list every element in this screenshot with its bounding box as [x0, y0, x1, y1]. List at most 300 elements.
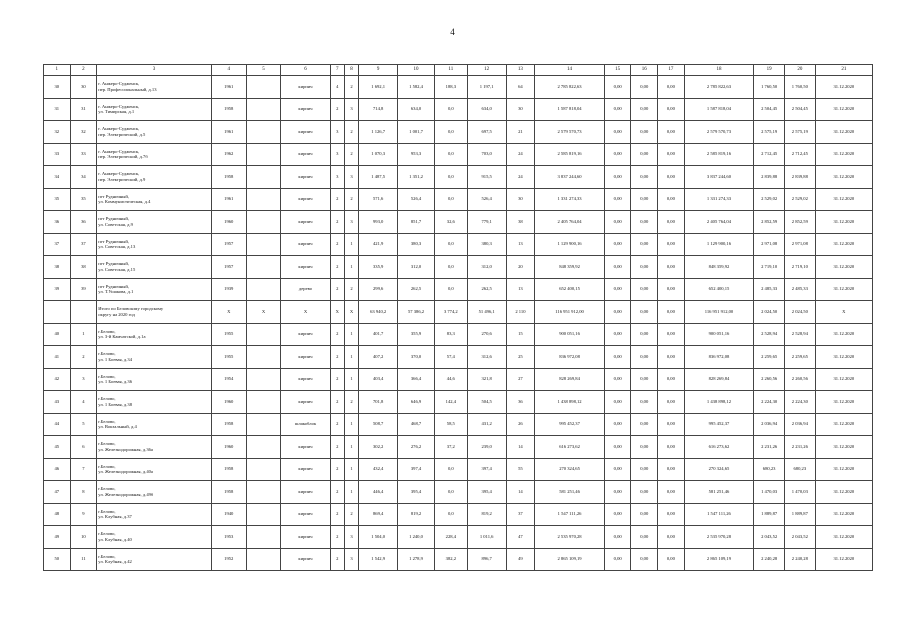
table-cell: 2: [330, 481, 344, 504]
table-cell: 0,00: [631, 413, 658, 436]
table-cell: 1: [344, 413, 358, 436]
table-cell: 270,6: [467, 323, 506, 346]
table-row: [44, 503, 873, 526]
table-cell: 0,00: [658, 76, 685, 99]
table-cell: кирпич: [281, 526, 330, 549]
table-cell: 1 470,03: [784, 481, 815, 504]
table-cell: 5: [246, 65, 281, 76]
table-cell: 4: [70, 391, 97, 414]
table-cell: 2 485,33: [754, 278, 785, 301]
table-cell: 2: [344, 391, 358, 414]
table-cell: 421,9: [359, 233, 398, 256]
housing-table: [43, 64, 873, 571]
table-cell: 1 760,50: [754, 76, 785, 99]
table-cell: 366,4: [398, 368, 435, 391]
table-cell: 1961: [211, 76, 246, 99]
table-row: [44, 166, 873, 189]
table-cell: [246, 458, 281, 481]
table-cell: 2: [330, 256, 344, 279]
table-cell: 36: [44, 211, 71, 234]
table-cell: 31.12.2020: [815, 346, 872, 369]
table-cell: 836 972,08: [684, 346, 754, 369]
table-cell: 0,00: [604, 436, 631, 459]
table-cell: 714,8: [359, 98, 398, 121]
table-cell: 2 528,94: [754, 323, 785, 346]
table-cell: кирпич: [281, 548, 330, 571]
table-cell: 819,2: [398, 503, 435, 526]
table-cell: 355,9: [398, 323, 435, 346]
table-cell: 995 452,37: [535, 413, 605, 436]
table-cell: 83,3: [434, 323, 467, 346]
table-cell: 63 940,2: [359, 301, 398, 324]
table-cell: 1 582,4: [398, 76, 435, 99]
table-cell: X: [281, 301, 330, 324]
table-cell: 45: [44, 436, 71, 459]
table-cell: 10: [398, 65, 435, 76]
table-row: [44, 323, 873, 346]
table-cell: 299,6: [359, 278, 398, 301]
table-cell: 0,00: [631, 481, 658, 504]
table-cell: 1960: [211, 211, 246, 234]
table-cell: 20: [506, 256, 535, 279]
table-cell: 32: [70, 121, 97, 144]
table-cell: 2 036,94: [784, 413, 815, 436]
table-cell: 1 547 111,26: [684, 503, 754, 526]
table-cell: 2: [330, 233, 344, 256]
table-cell: 1 487,5: [359, 166, 398, 189]
table-cell: [246, 391, 281, 414]
address-cell: г. Анжеро-Судженск, пер. Электрический, д.7б: [97, 143, 212, 166]
address-cell: г.Белово, ул. Вокзальный, д.4: [97, 413, 212, 436]
address-cell: г. Анжеро-Судженск, ул. Тимирская, д.1: [97, 98, 212, 121]
table-cell: 0,00: [604, 233, 631, 256]
table-cell: 851,7: [398, 211, 435, 234]
table-cell: 31.12.2020: [815, 481, 872, 504]
table-cell: 616 273,62: [535, 436, 605, 459]
table-cell: 19: [754, 65, 785, 76]
table-cell: 6: [70, 436, 97, 459]
table-cell: 0,00: [631, 436, 658, 459]
table-cell: 2: [344, 188, 358, 211]
table-cell: 2 231,26: [784, 436, 815, 459]
table-cell: 2 579 570,73: [684, 121, 754, 144]
table-cell: 2: [344, 278, 358, 301]
table-cell: 0,00: [604, 346, 631, 369]
table-cell: кирпич: [281, 76, 330, 99]
table-cell: 302,2: [359, 436, 398, 459]
table-cell: 0,00: [631, 76, 658, 99]
table-cell: 17: [658, 65, 685, 76]
table-cell: 652 400,15: [684, 278, 754, 301]
table-cell: 0,00: [658, 481, 685, 504]
table-cell: 32,6: [434, 211, 467, 234]
table-cell: 2: [344, 121, 358, 144]
address-cell: пгт Рудничный, ул. Советская, д.15: [97, 256, 212, 279]
table-cell: 0,00: [631, 503, 658, 526]
table-cell: 0,00: [604, 391, 631, 414]
table-cell: 3: [344, 98, 358, 121]
table-cell: 2 575,19: [784, 121, 815, 144]
table-cell: 262,5: [398, 278, 435, 301]
table-cell: 2: [330, 278, 344, 301]
table-cell: 1 240,0: [398, 526, 435, 549]
table-cell: 1 197,1: [467, 76, 506, 99]
table-cell: 571,6: [359, 188, 398, 211]
table-cell: кирпич: [281, 233, 330, 256]
table-cell: 30: [506, 188, 535, 211]
table-row: [44, 436, 873, 459]
table-cell: 0,00: [631, 98, 658, 121]
table-cell: 836 972,08: [535, 346, 605, 369]
table-cell: 58,5: [434, 413, 467, 436]
table-cell: 2 529,02: [784, 188, 815, 211]
table-cell: 1961: [211, 188, 246, 211]
table-cell: 1: [344, 233, 358, 256]
table-cell: 395,4: [467, 481, 506, 504]
table-cell: 31.12.2020: [815, 436, 872, 459]
table-cell: шлакоблок: [281, 413, 330, 436]
table-cell: 1: [44, 65, 71, 76]
table-cell: 1: [344, 436, 358, 459]
table-cell: 4: [211, 65, 246, 76]
table-cell: 116 951 912,00: [684, 301, 754, 324]
table-cell: 31.12.2020: [815, 323, 872, 346]
table-cell: 397,4: [467, 458, 506, 481]
table-cell: 0,00: [658, 436, 685, 459]
table-cell: 0,00: [658, 278, 685, 301]
table-cell: 3 774,2: [434, 301, 467, 324]
table-cell: 2 852,59: [784, 211, 815, 234]
table-cell: 0,0: [434, 256, 467, 279]
table-cell: 1957: [211, 256, 246, 279]
table-cell: 2 043,52: [784, 526, 815, 549]
table-cell: 0,0: [434, 188, 467, 211]
table-cell: 0,00: [604, 76, 631, 99]
table-row: [44, 391, 873, 414]
table-cell: 848 359,92: [684, 256, 754, 279]
table-cell: 0,0: [434, 98, 467, 121]
table-cell: 0,00: [631, 233, 658, 256]
table-cell: кирпич: [281, 481, 330, 504]
table-cell: 2 585 819,16: [535, 143, 605, 166]
table-cell: 25: [506, 346, 535, 369]
table-cell: 380,3: [467, 233, 506, 256]
table-cell: кирпич: [281, 503, 330, 526]
table-cell: X: [330, 301, 344, 324]
table-cell: 1960: [211, 436, 246, 459]
table-cell: 30: [44, 76, 71, 99]
table-cell: 526,4: [398, 188, 435, 211]
table-cell: 0,00: [604, 548, 631, 571]
table-cell: 312,0: [467, 256, 506, 279]
table-cell: 9: [70, 503, 97, 526]
table-cell: 1: [344, 256, 358, 279]
table-cell: 1 504,0: [359, 526, 398, 549]
table-cell: 37: [70, 233, 97, 256]
address-cell: г.Белово, ул. Клубная, д.42: [97, 548, 212, 571]
table-cell: 0,00: [658, 346, 685, 369]
table-cell: 0,00: [631, 346, 658, 369]
address-cell: г.Белово, ул. 1 Боевая, д.38: [97, 391, 212, 414]
table-cell: 2 865 109,19: [535, 548, 605, 571]
table-cell: 0,00: [658, 98, 685, 121]
table-cell: 1 126,7: [359, 121, 398, 144]
table-cell: 43: [44, 391, 71, 414]
table-cell: 1955: [211, 323, 246, 346]
table-cell: 0,00: [604, 503, 631, 526]
table-cell: 0,0: [434, 503, 467, 526]
table-cell: 2: [330, 526, 344, 549]
table-cell: 20: [784, 65, 815, 76]
table-cell: 13: [506, 233, 535, 256]
table-cell: 3 837 244,60: [535, 166, 605, 189]
table-cell: 1: [344, 481, 358, 504]
table-cell: 1 889,87: [784, 503, 815, 526]
table-cell: 2: [330, 413, 344, 436]
table-cell: 0,00: [604, 458, 631, 481]
table-cell: 11: [434, 65, 467, 76]
table-cell: 646,9: [398, 391, 435, 414]
table-cell: 1 438 898,12: [535, 391, 605, 414]
table-cell: 1961: [211, 121, 246, 144]
table-cell: 3: [344, 548, 358, 571]
table-cell: кирпич: [281, 323, 330, 346]
table-cell: 1 331 274,33: [684, 188, 754, 211]
table-cell: 0,00: [604, 166, 631, 189]
table-cell: [246, 436, 281, 459]
table-cell: 703,0: [467, 143, 506, 166]
table-cell: 42: [44, 368, 71, 391]
table-cell: кирпич: [281, 166, 330, 189]
table-cell: X: [246, 301, 281, 324]
table-cell: 44,6: [434, 368, 467, 391]
table-cell: 276,2: [398, 436, 435, 459]
table-cell: 2 405 764,04: [535, 211, 605, 234]
table-cell: 8: [70, 481, 97, 504]
table-cell: 270 324,65: [684, 458, 754, 481]
table-cell: 0,00: [631, 278, 658, 301]
table-cell: 24: [506, 143, 535, 166]
table-cell: 0,00: [658, 391, 685, 414]
table-cell: [246, 278, 281, 301]
table-cell: 31.12.2020: [815, 166, 872, 189]
table-cell: 1 547 111,26: [535, 503, 605, 526]
table-cell: 31: [70, 98, 97, 121]
table-cell: 1: [344, 368, 358, 391]
address-cell: пгт Рудничный, ул. Коммунистическая, д.4: [97, 188, 212, 211]
table-cell: [246, 143, 281, 166]
table-cell: 0,00: [631, 211, 658, 234]
page-number: 4: [450, 27, 455, 37]
table-cell: 2: [344, 503, 358, 526]
table-cell: 0,00: [631, 323, 658, 346]
table-cell: 2 585 819,16: [684, 143, 754, 166]
table-cell: 2 405 764,04: [684, 211, 754, 234]
table-cell: 2 535 970,28: [684, 526, 754, 549]
table-cell: 0,00: [631, 526, 658, 549]
address-cell: г.Белово, ул. Железнодорожная, д.40а: [97, 458, 212, 481]
table-cell: 1 278,9: [398, 548, 435, 571]
table-cell: 993,0: [359, 211, 398, 234]
table-cell: 2 839,88: [784, 166, 815, 189]
table-cell: 55: [506, 458, 535, 481]
table-cell: 401,7: [359, 323, 398, 346]
table-cell: 0,00: [631, 391, 658, 414]
table-cell: 1 542,9: [359, 548, 398, 571]
table-cell: 1 070,3: [359, 143, 398, 166]
table-cell: 31.12.2020: [815, 143, 872, 166]
table-cell: 2 719,10: [784, 256, 815, 279]
table-cell: 2: [330, 323, 344, 346]
table-cell: 27: [506, 368, 535, 391]
table-cell: 262,5: [467, 278, 506, 301]
table-cell: 2 110: [506, 301, 535, 324]
table-cell: дерево: [281, 278, 330, 301]
table-cell: [246, 481, 281, 504]
table-cell: 2: [330, 98, 344, 121]
table-row: [44, 278, 873, 301]
table-cell: 0,0: [434, 278, 467, 301]
table-cell: [246, 503, 281, 526]
table-cell: 13: [506, 278, 535, 301]
table-cell: 57,4: [434, 346, 467, 369]
table-cell: 36: [506, 391, 535, 414]
table-cell: 30: [506, 98, 535, 121]
table-cell: [44, 301, 71, 324]
table-cell: 431,2: [467, 413, 506, 436]
header-row: [44, 65, 873, 76]
table-cell: 31.12.2020: [815, 211, 872, 234]
table-cell: 2: [330, 368, 344, 391]
table-cell: 2 785 822,63: [535, 76, 605, 99]
table-cell: 18: [684, 65, 754, 76]
table-cell: 828 269,84: [684, 368, 754, 391]
table-cell: 2 579 570,73: [535, 121, 605, 144]
table-cell: [246, 233, 281, 256]
table-cell: кирпич: [281, 436, 330, 459]
table-cell: 33: [70, 143, 97, 166]
table-cell: 57 386,2: [398, 301, 435, 324]
table-cell: [246, 413, 281, 436]
table-cell: кирпич: [281, 143, 330, 166]
table-cell: 5: [70, 413, 97, 436]
table-cell: 380,3: [398, 233, 435, 256]
table-cell: 0,00: [658, 233, 685, 256]
table-cell: 0,00: [604, 301, 631, 324]
table-cell: 1: [344, 458, 358, 481]
table-cell: 0,00: [631, 256, 658, 279]
table-row: [44, 143, 873, 166]
table-cell: 2 485,33: [784, 278, 815, 301]
table-row: [44, 76, 873, 99]
table-cell: [246, 323, 281, 346]
table-cell: 16: [631, 65, 658, 76]
table-cell: [246, 256, 281, 279]
table-cell: 270 324,65: [535, 458, 605, 481]
table-cell: 31.12.2020: [815, 391, 872, 414]
table-cell: 1 011,6: [467, 526, 506, 549]
table-cell: 1958: [211, 481, 246, 504]
table-cell: 1958: [211, 413, 246, 436]
table-cell: 4: [330, 76, 344, 99]
table-cell: 32: [44, 121, 71, 144]
table-cell: 1958: [211, 166, 246, 189]
table-cell: 7: [330, 65, 344, 76]
address-cell: г. Анжеро-Судженск, пер. Электрический, д.9: [97, 166, 212, 189]
table-cell: 779,1: [467, 211, 506, 234]
table-cell: 38: [70, 256, 97, 279]
table-cell: 2 036,94: [754, 413, 785, 436]
table-cell: 2 224,30: [754, 391, 785, 414]
total-row: [44, 301, 873, 324]
table-cell: 31.12.2020: [815, 548, 872, 571]
address-cell: г.Белово, ул. 1 Боевая, д.36: [97, 368, 212, 391]
table-cell: 116 951 912,00: [535, 301, 605, 324]
table-cell: 30: [70, 76, 97, 99]
table-cell: 31.12.2020: [815, 121, 872, 144]
table-cell: 2 224,30: [784, 391, 815, 414]
table-cell: 37: [44, 233, 71, 256]
table-cell: 0,00: [604, 143, 631, 166]
table-cell: 2 528,94: [784, 323, 815, 346]
table-cell: кирпич: [281, 121, 330, 144]
table-cell: 3: [344, 526, 358, 549]
table-cell: 0,00: [604, 323, 631, 346]
table-cell: [246, 98, 281, 121]
table-cell: 1954: [211, 368, 246, 391]
table-cell: 701,8: [359, 391, 398, 414]
table-cell: 2: [330, 391, 344, 414]
table-cell: 40: [44, 323, 71, 346]
table-cell: 321,8: [467, 368, 506, 391]
table-cell: 0,00: [631, 166, 658, 189]
table-cell: 2 504,45: [754, 98, 785, 121]
table-cell: 228,4: [434, 526, 467, 549]
table-cell: 8: [344, 65, 358, 76]
table-cell: 239,0: [467, 436, 506, 459]
table-cell: 312,0: [398, 256, 435, 279]
table-cell: кирпич: [281, 188, 330, 211]
table-cell: [246, 211, 281, 234]
table-row: [44, 233, 873, 256]
table-cell: 2: [330, 346, 344, 369]
table-cell: 915,5: [467, 166, 506, 189]
table-cell: [246, 346, 281, 369]
table-cell: 680,23: [754, 458, 785, 481]
table-cell: 36: [70, 211, 97, 234]
table-cell: X: [211, 301, 246, 324]
table-cell: 0,00: [631, 143, 658, 166]
table-cell: 13: [506, 65, 535, 76]
table-cell: 0,00: [658, 458, 685, 481]
table-cell: 37,2: [434, 436, 467, 459]
table-cell: X: [344, 301, 358, 324]
table-cell: 3: [70, 368, 97, 391]
table-cell: 0,0: [434, 121, 467, 144]
table-row: [44, 121, 873, 144]
table-cell: 2: [330, 188, 344, 211]
table-cell: 2 043,52: [754, 526, 785, 549]
table-cell: 1 760,50: [784, 76, 815, 99]
address-cell: пгт Рудничный, ул. Т.Ушакова, д.1: [97, 278, 212, 301]
table-cell: 819,2: [467, 503, 506, 526]
table-cell: 1 129 900,16: [535, 233, 605, 256]
table-row: [44, 526, 873, 549]
table-cell: 1957: [211, 233, 246, 256]
table-cell: 1939: [211, 278, 246, 301]
table-cell: 3: [330, 143, 344, 166]
table-cell: 896,7: [467, 548, 506, 571]
